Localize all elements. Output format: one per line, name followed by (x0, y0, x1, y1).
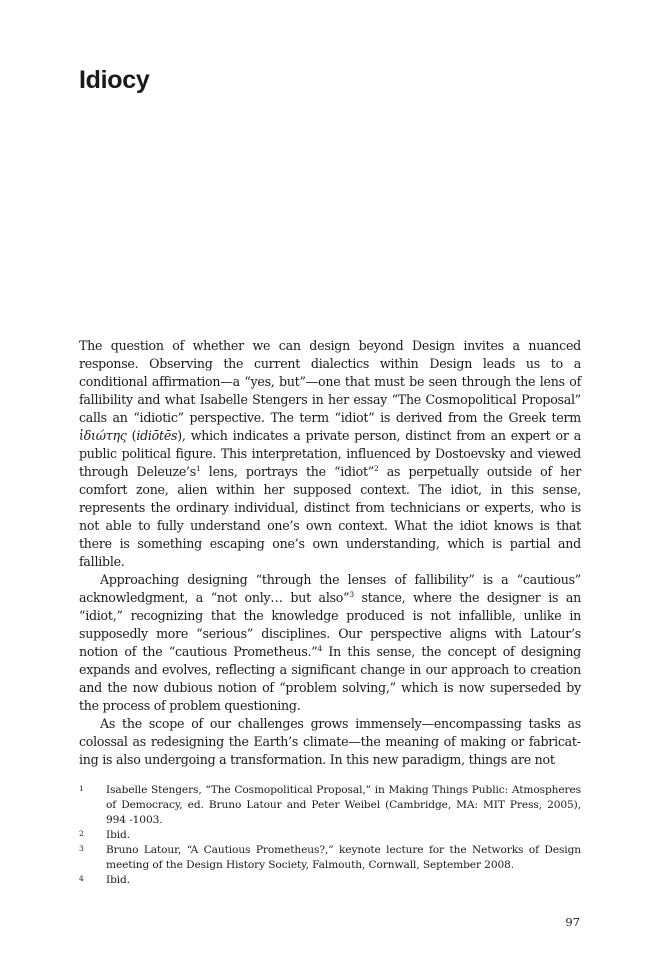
transliteration: idiōtēs (136, 428, 178, 443)
footnote-number: 1 (79, 784, 84, 793)
footnotes (79, 783, 581, 888)
footnote-ref-4: 4 (317, 644, 323, 653)
footnote-number: 3 (79, 844, 84, 853)
footnote-text: Isabelle Stengers, “The Cosmopolitical Proposal,” in Making Things Public: Atmospheres of Democracy, ed. Bruno Latour and Peter Weibel (Cambridge, MA: MIT Press, 2005), 994 -1003. (106, 784, 581, 826)
page-number: 97 (565, 915, 580, 929)
chapter-title: Idiocy (79, 66, 150, 94)
footnote (79, 783, 581, 828)
greek-term: ἰδιώτης (79, 428, 127, 443)
footnote (79, 828, 581, 843)
paragraph-3: As the scope of our challenges grows immensely—encompassing tasks as colossal as redesigning the Earth’s climate—the meaning of making or fabricating is also undergoing a transformation. In this new paradigm, things are not (79, 716, 581, 767)
footnote-number: 4 (79, 874, 84, 883)
paragraph-1: The question of whether we can design beyond Design invites a nuanced response. Observing the current dialectics within Design leads us to a conditional affirmation—a “yes, but”—one that must be seen through the lens of fallibility and what Isabelle Stengers in her essay “The Cosmopolitical Proposal” calls an “idiotic” perspective. The term “idiot” is derived from the Greek term ἰδιώτης (idiōtēs), which indicates a private person, distinct from an expert or a public political figure. This interpretation, influenced by Dostoevsky and viewed through $Deleuze’s^1$ lens, portrays the “idiot”$^2$ as perpetually outside of her comfort zone, alien within her supposed context. The idiot, in this sense, represents the ordinary individual, distinct from technicians or experts, who is not able to fully understand one’s own context. What the idiot knows is that there is something escaping one’s own understanding, which is partial and fallible. (79, 338, 581, 569)
footnote-number: 2 (79, 829, 84, 838)
footnote-text: Ibid. (106, 829, 131, 841)
paragraph-2: Approaching designing “through the lenses of fallibility” is a “cautious” acknowledgment, a “not only… but also”$^3$ stance, where the designer is an “idiot,” recognizing that the knowledge produced is not infallible, unlike in supposedly more “serious” disciplines. Our perspective aligns with Latour’s notion of the “cautious Prometheus.”$^4$ In this sense, the concept of designing expands and evolves, reflecting a significant change in our approach to creation and the now dubious notion of “problem solving,” which is now superseded by the process of problem questioning. (79, 572, 581, 713)
footnote-ref-1: 1 (196, 464, 201, 473)
footnote-ref-2: 2 (373, 464, 379, 473)
footnote-text: Ibid. (106, 874, 131, 886)
footnote (79, 873, 581, 888)
footnote (79, 843, 581, 873)
footnote-ref-3: 3 (349, 590, 354, 599)
body-text (79, 337, 581, 769)
footnote-text: Bruno Latour, “A Cautious Prometheus?,” keynote lecture for the Networks of Design meeting of the Design History Society, Falmouth, Cornwall, September 2008. (106, 844, 581, 871)
